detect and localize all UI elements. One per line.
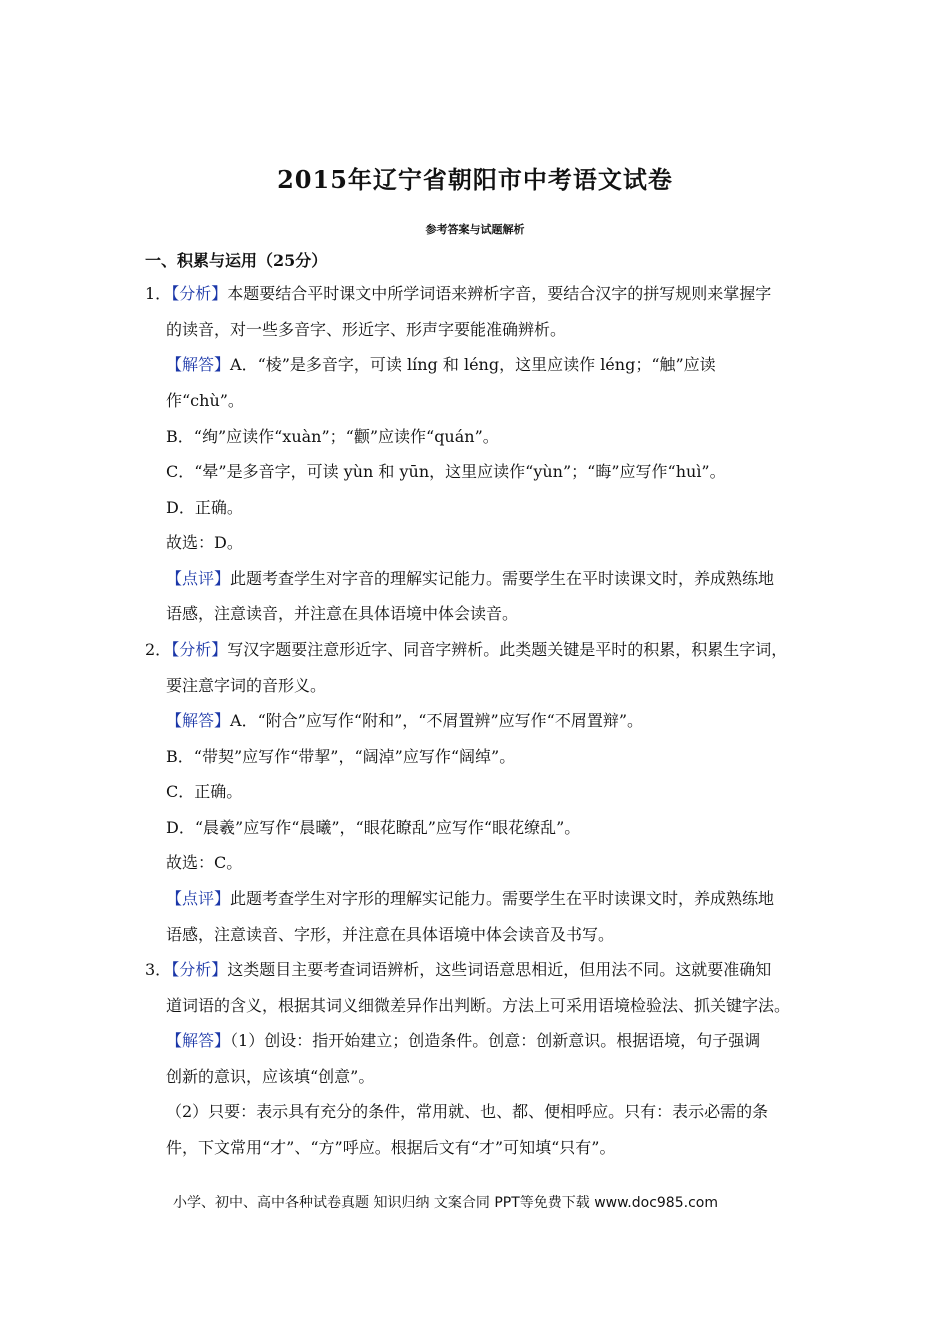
page-title: 2015年辽宁省朝阳市中考语文试卷 xyxy=(277,165,673,194)
q2-answer-text: A．“附合”应写作“附和”，“不屑置辨”应写作“不屑置辩”。 xyxy=(230,711,644,730)
q2-option-d: D．“晨羲”应写作“晨曦”，“眼花瞭乱”应写作“眼花缭乱”。 xyxy=(166,818,581,837)
q3-analysis-cont: 道词语的含义，根据其词义细微差异作出判断。方法上可采用语境检验法、抓关键字法。 xyxy=(166,996,791,1015)
page-subtitle: 参考答案与试题解析 xyxy=(425,223,525,236)
q3-analysis-text: 这类题目主要考查词语辨析，这些词语意思相近，但用法不同。这就要准确知 xyxy=(227,960,772,979)
page-footer: 小学、初中、高中各种试卷真题 知识归纳 文案合同 PPT等免费下载 www.doc985.com xyxy=(173,1195,718,1211)
q3-answer-tag: 【解答】 xyxy=(166,1031,231,1050)
q1-number: 1． xyxy=(145,284,172,303)
q2-analysis-cont: 要注意字词的音形义。 xyxy=(166,676,327,695)
q1-comment-tag: 【点评】 xyxy=(166,569,231,588)
q1-line-comment xyxy=(166,569,774,589)
q1-option-d: D．正确。 xyxy=(166,498,243,517)
q3-line-analysis xyxy=(145,960,771,980)
q2-option-b: B．“带契”应写作“带挈”，“阔淖”应写作“阔绰”。 xyxy=(166,747,516,766)
q1-comment-cont: 语感，注意读音，并注意在具体语境中体会读音。 xyxy=(166,604,519,623)
q1-analysis-cont: 的读音，对一些多音字、形近字、形声字要能准确辨析。 xyxy=(166,320,567,339)
q2-number: 2． xyxy=(145,640,172,659)
q3-part2: （2）只要：表示具有充分的条件，常用就、也、都、便相呼应。只有：表示必需的条 xyxy=(166,1102,769,1121)
q3-line-answer xyxy=(166,1031,760,1051)
q2-line-answer xyxy=(166,711,643,731)
q1-option-c: C．“晕”是多音字，可读 yùn 和 yūn，这里应读作“yùn”；“晦”应写作“huì”。 xyxy=(166,462,726,481)
q1-line-analysis xyxy=(145,284,771,304)
section-heading: 一、积累与运用（25分） xyxy=(145,251,328,270)
q2-answer-tag: 【解答】 xyxy=(166,711,231,730)
q3-analysis-tag: 【分析】 xyxy=(171,960,228,979)
q2-comment-tag: 【点评】 xyxy=(166,889,231,908)
q2-choice: 故选：C。 xyxy=(166,853,243,872)
q3-answer-cont: 创新的意识，应该填“创意”。 xyxy=(166,1067,375,1086)
q3-part2-cont: 件，下文常用“才”、“方”呼应。根据后文有“才”可知填“只有”。 xyxy=(166,1138,616,1157)
q2-line-analysis xyxy=(145,640,787,660)
q1-answer-text: A．“棱”是多音字，可读 líng 和 léng，这里应读作 léng；“触”应读 xyxy=(230,355,716,374)
q2-option-c: C．正确。 xyxy=(166,782,243,801)
q2-comment-cont: 语感，注意读音、字形，并注意在具体语境中体会读音及书写。 xyxy=(166,925,615,944)
q1-line-answer xyxy=(166,355,716,375)
q3-answer-text: （1）创设：指开始建立；创造条件。创意：创新意识。根据语境，句子强调 xyxy=(230,1031,761,1050)
q2-analysis-tag: 【分析】 xyxy=(171,640,228,659)
q1-analysis-tag: 【分析】 xyxy=(171,284,228,303)
q1-answer-cont: 作“chù”。 xyxy=(166,391,244,410)
q1-option-b: B．“绚”应读作“xuàn”；“颧”应读作“quán”。 xyxy=(166,427,499,446)
q3-number: 3． xyxy=(145,960,172,979)
q1-analysis-text: 本题要结合平时课文中所学词语来辨析字音，要结合汉字的拼写规则来掌握字 xyxy=(227,284,772,303)
q2-comment-text: 此题考查学生对字形的理解实记能力。需要学生在平时读课文时，养成熟练地 xyxy=(230,889,775,908)
q2-line-comment xyxy=(166,889,774,909)
q2-analysis-text: 写汉字题要注意形近字、同音字辨析。此类题关键是平时的积累，积累生字词， xyxy=(227,640,788,659)
q1-answer-tag: 【解答】 xyxy=(166,355,231,374)
q1-choice: 故选：D。 xyxy=(166,533,243,552)
q1-comment-text: 此题考查学生对字音的理解实记能力。需要学生在平时读课文时，养成熟练地 xyxy=(230,569,775,588)
